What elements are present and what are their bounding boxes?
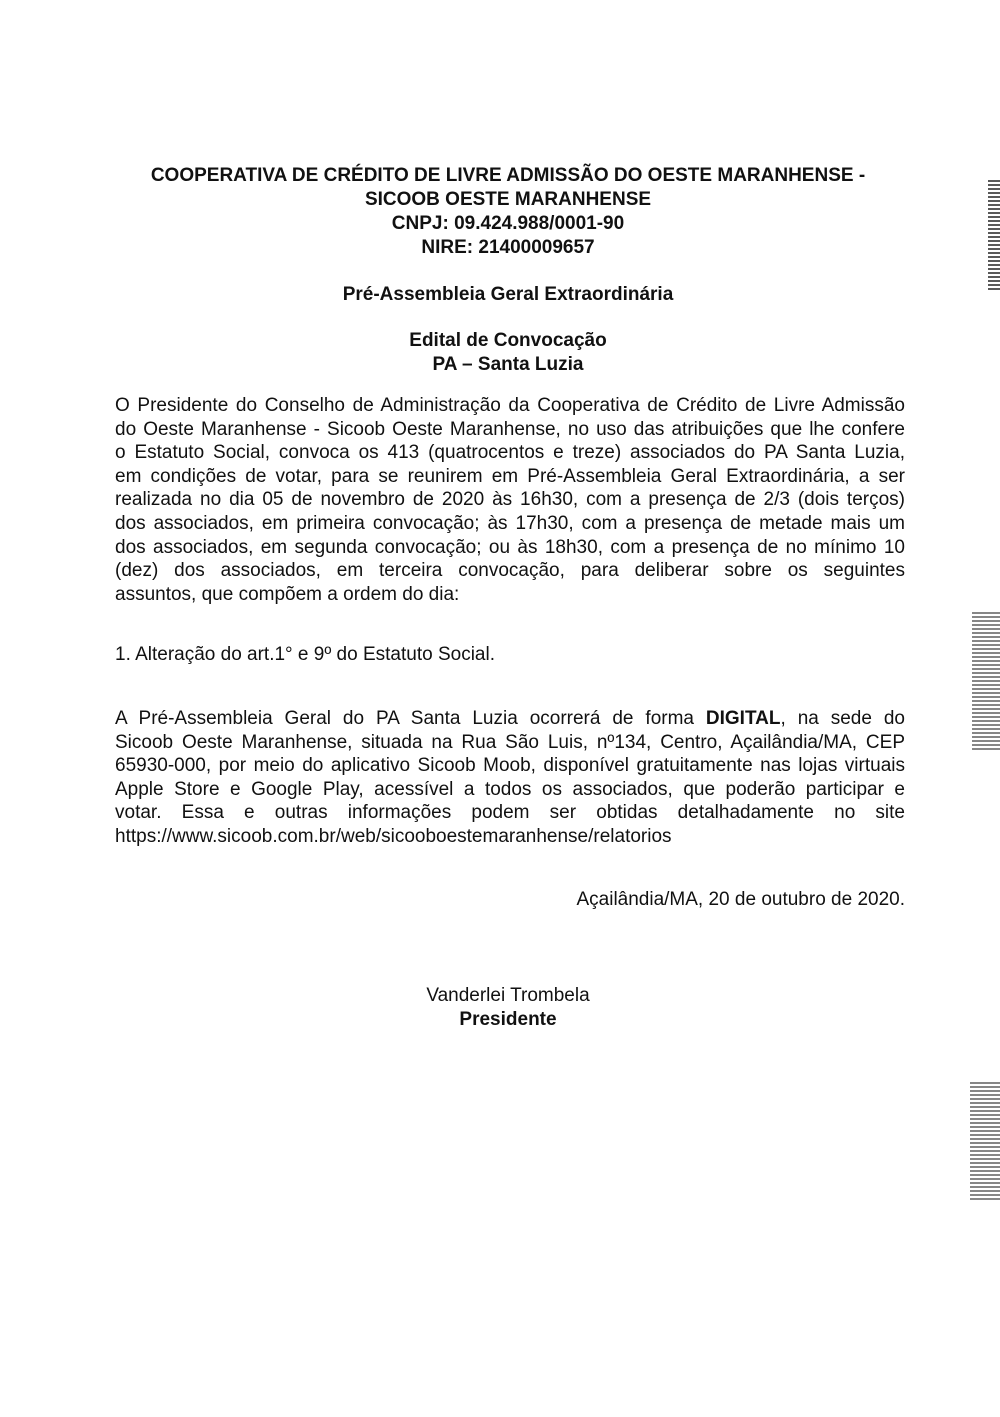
paragraph-line: o Estatuto Social, convoca os 413 (quatrocentos e treze) associados do PA Santa Luzia, bbox=[115, 442, 905, 464]
paragraph-line: votar. Essa e outras informações podem ser obtidas detalhadamente no site bbox=[115, 802, 905, 824]
agenda-item-1: 1. Alteração do art.1° e 9º do Estatuto Social. bbox=[115, 644, 495, 665]
digital-emphasis: DIGITAL bbox=[705, 708, 781, 729]
paragraph-line: Apple Store e Google Play, acessível a todos os associados, que poderão participar e bbox=[115, 778, 905, 800]
paragraph-line: dos associados, em primeira convocação; às 17h30, com a presença de metade mais um bbox=[115, 512, 905, 534]
cooperative-name-line-1: COOPERATIVA DE CRÉDITO DE LIVRE ADMISSÃO DO OESTE MARANHENSE - bbox=[150, 165, 866, 186]
paragraph-line: realizada no dia 05 de novembro de 2020 às 16h30, com a presença de 2/3 (dois terços) bbox=[115, 489, 905, 511]
cnpj-number: CNPJ: 09.424.988/0001-90 bbox=[391, 213, 625, 234]
signatory-name: Vanderlei Trombela bbox=[426, 985, 590, 1006]
scan-artifact bbox=[970, 1082, 1000, 1202]
paragraph-line: assuntos, que compõem a ordem do dia: bbox=[115, 583, 460, 605]
nire-number: NIRE: 21400009657 bbox=[421, 237, 595, 258]
scan-artifact bbox=[972, 612, 1000, 752]
scan-artifact bbox=[988, 180, 1000, 290]
assembly-title: Pré-Assembleia Geral Extraordinária bbox=[342, 284, 674, 305]
paragraph-line: 65930-000, por meio do aplicativo Sicoob Moob, disponível gratuitamente nas lojas virtuais bbox=[115, 755, 905, 777]
edital-title: Edital de Convocação bbox=[409, 330, 607, 351]
paragraph-line: do Oeste Maranhense - Sicoob Oeste Maranhense, no uso das atribuições que lhe confere bbox=[115, 418, 905, 440]
convocation-paragraph bbox=[115, 394, 905, 606]
signatory-role: Presidente bbox=[459, 1009, 557, 1030]
paragraph-line: em condições de votar, para se reunirem em Pré-Assembleia Geral Extraordinária, a ser bbox=[115, 465, 905, 487]
document-header bbox=[0, 164, 1000, 260]
paragraph-line bbox=[115, 707, 905, 731]
cooperative-name-line-2: SICOOB OESTE MARANHENSE bbox=[364, 189, 652, 210]
edital-location: PA – Santa Luzia bbox=[432, 354, 584, 375]
edital-heading bbox=[0, 329, 1000, 377]
paragraph-line: Sicoob Oeste Maranhense, situada na Rua São Luis, nº134, Centro, Açailândia/MA, CEP bbox=[115, 731, 905, 753]
paragraph-line: (dez) dos associados, em terceira convocação, para deliberar sobre os seguintes bbox=[115, 560, 905, 582]
paragraph-text: A Pré-Assembleia Geral do PA Santa Luzia ocorrerá de forma bbox=[115, 708, 706, 729]
date-line: Açailândia/MA, 20 de outubro de 2020. bbox=[576, 889, 905, 910]
paragraph-line: dos associados, em segunda convocação; ou às 18h30, com a presença de no mínimo 10 bbox=[115, 536, 905, 558]
digital-assembly-paragraph bbox=[115, 707, 905, 849]
paragraph-text: , na sede do bbox=[780, 708, 905, 729]
signature-block bbox=[0, 984, 1000, 1032]
paragraph-line: O Presidente do Conselho de Administração da Cooperativa de Crédito de Livre Admissão bbox=[115, 395, 905, 416]
website-url: https://www.sicoob.com.br/web/sicooboestemaranhense/relatorios bbox=[115, 825, 672, 847]
